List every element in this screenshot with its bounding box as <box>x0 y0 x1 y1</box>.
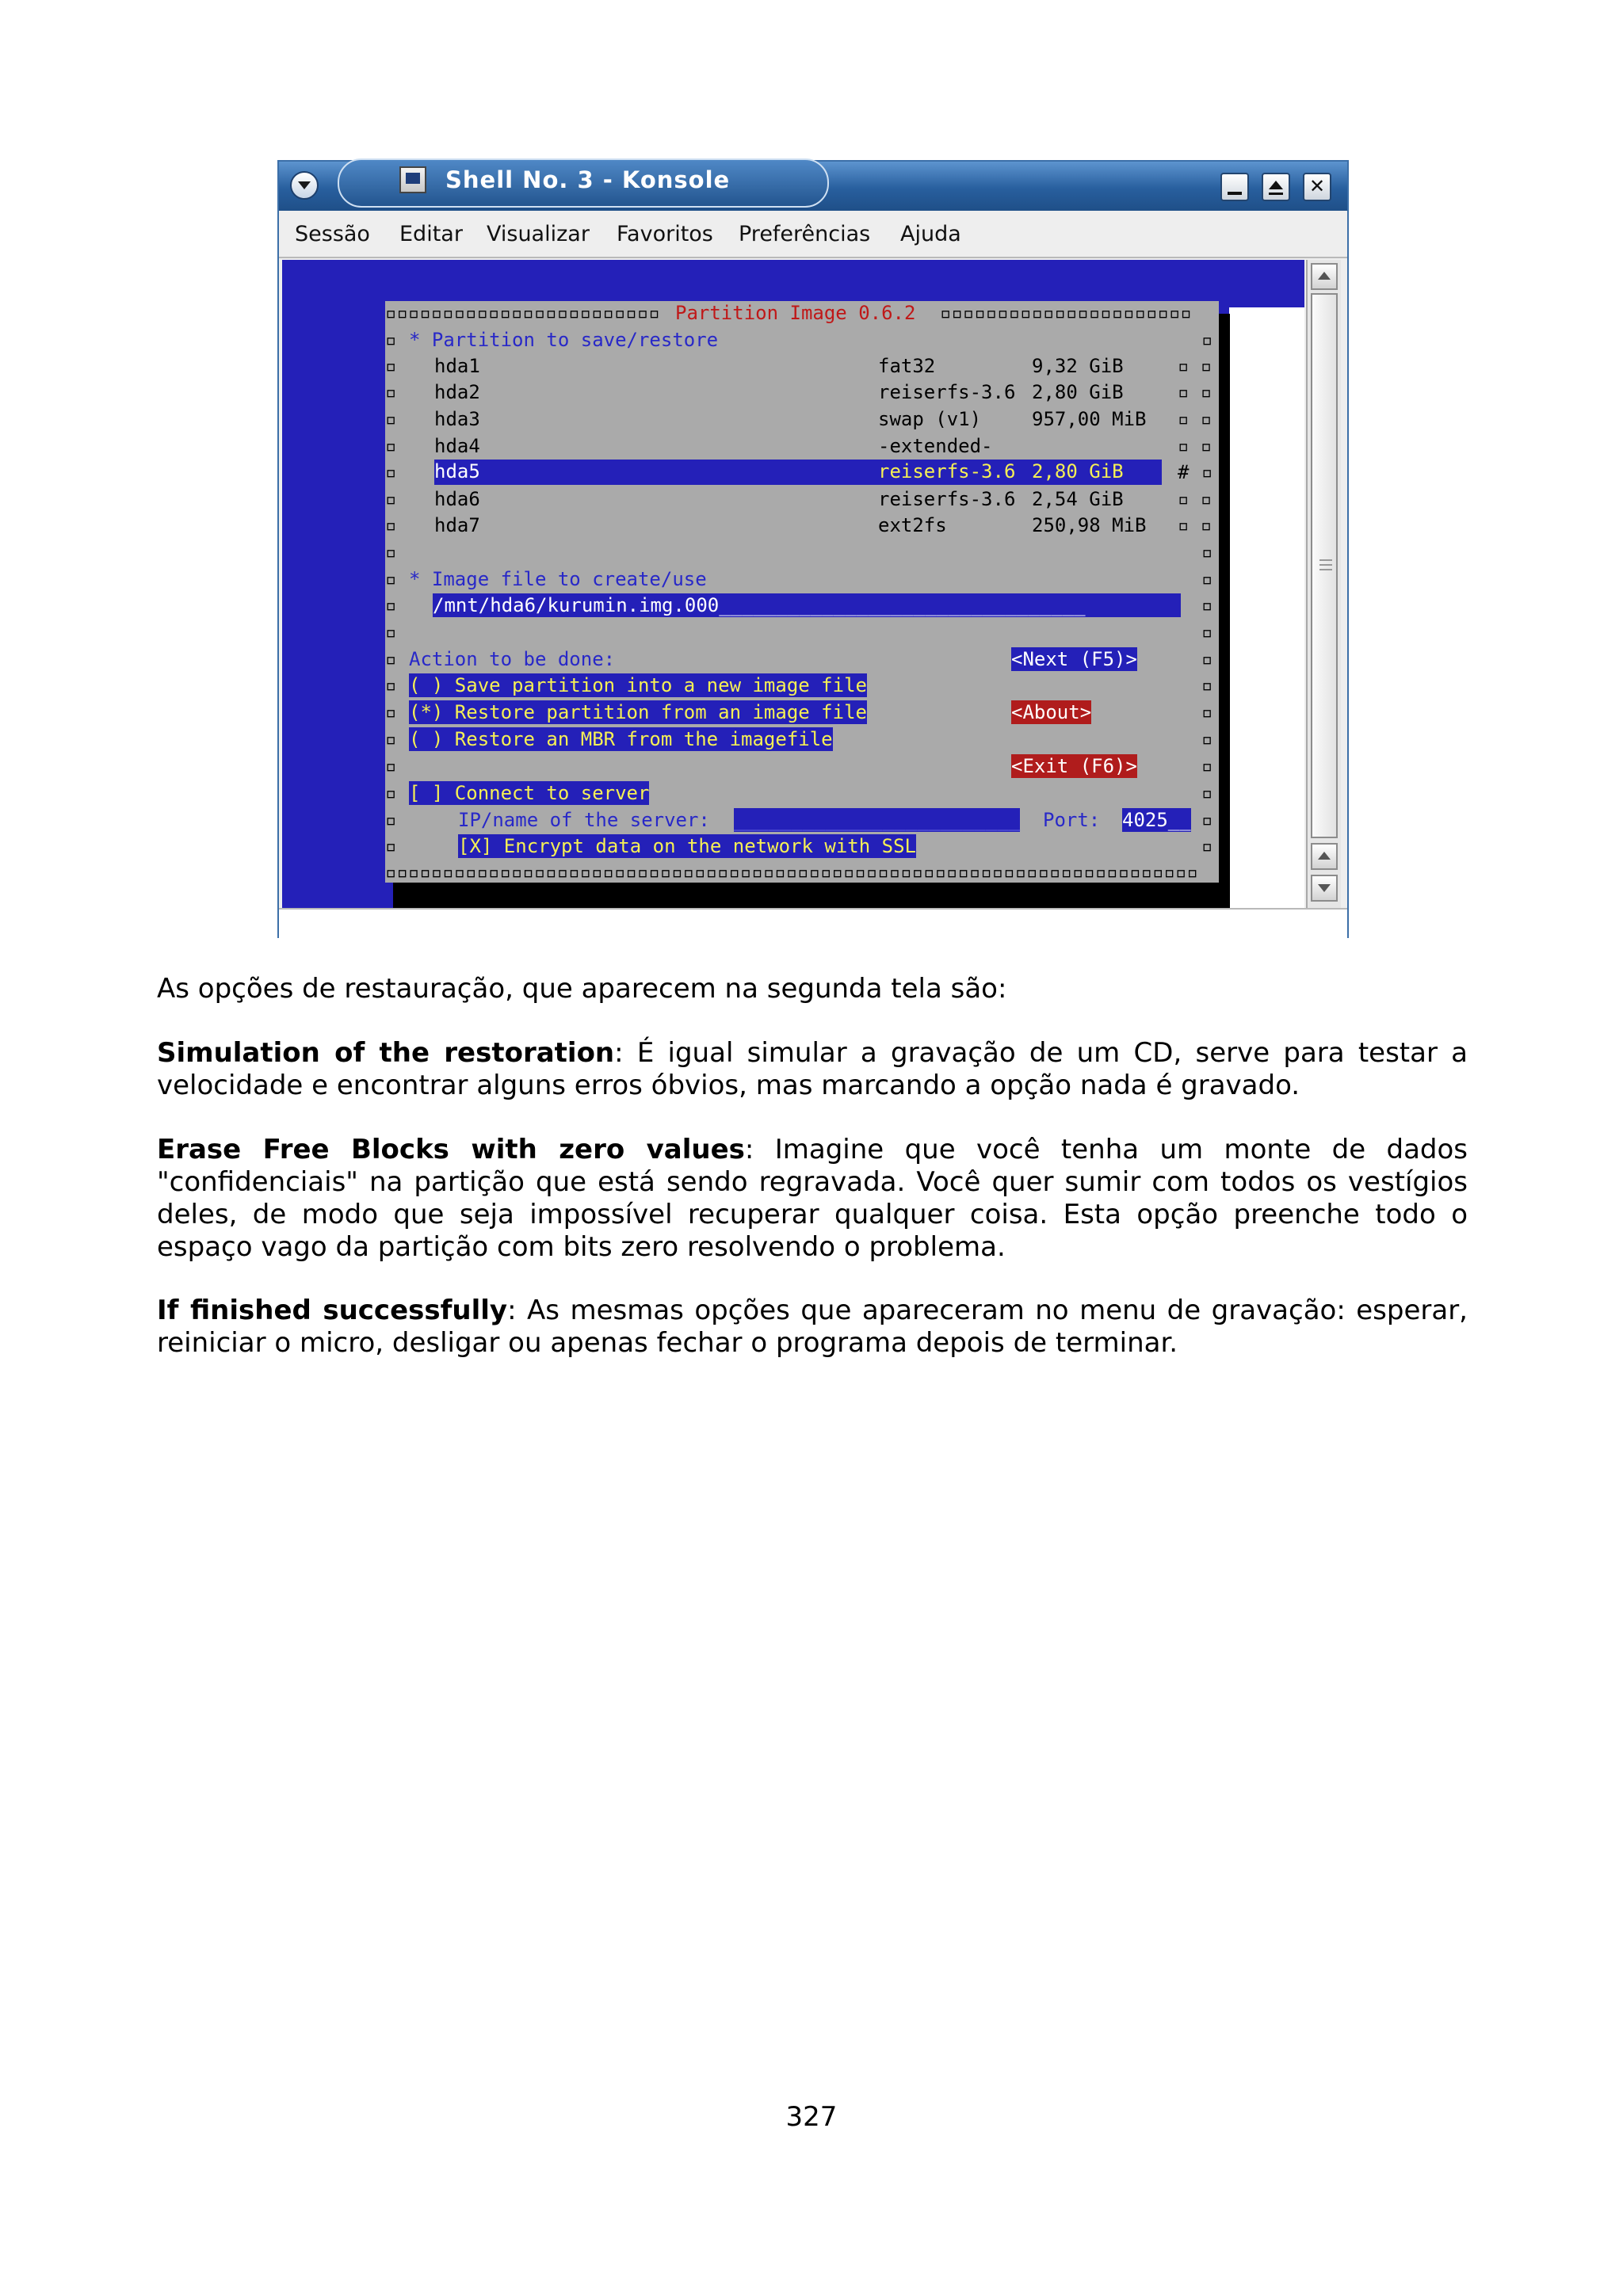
partition-size: 957,00 MiB <box>1032 408 1147 430</box>
scrollbar-thumb[interactable] <box>1311 293 1338 838</box>
partition-fs: reiserfs-3.6 <box>878 381 1016 403</box>
partition-header: * Partition to save/restore <box>409 329 719 351</box>
minimize-icon[interactable] <box>1220 173 1249 201</box>
partition-name: hda4 <box>434 435 480 457</box>
port-input[interactable]: 4025__ <box>1122 809 1191 831</box>
server-input[interactable]: _________________________ <box>734 809 1021 831</box>
scroll-down-icon[interactable] <box>1311 875 1338 902</box>
menu-ajuda[interactable]: Ajuda <box>900 222 961 246</box>
intro-paragraph: As opções de restauração, que aparecem na segunda tela são: <box>157 973 1007 1005</box>
action-save-radio[interactable]: ( ) Save partition into a new image file <box>409 674 867 696</box>
scroll-up-icon[interactable] <box>1311 843 1338 870</box>
close-icon[interactable]: ✕ <box>1303 173 1331 201</box>
body-erase: : Imagine que você tenha um monte de dados "confidenciais" na partição que está sendo regravada. Você quer sumir com todos os vestígios deles, de modo que seja impossível recuperar qualquer coisa. Esta opção preenche todo o espaço vago da partição com bits zero resolvendo o problema. <box>157 1134 1468 1263</box>
action-restore-radio[interactable]: (*) Restore partition from an image file <box>409 701 867 723</box>
action-mbr-radio[interactable]: ( ) Restore an MBR from the imagefile <box>409 728 833 750</box>
partition-name: hda7 <box>434 514 480 536</box>
title-pill <box>338 158 829 208</box>
dialog-bottom-border: ▫▫▫▫▫▫▫▫▫▫▫▫▫▫▫▫▫▫▫▫▫▫▫▫▫▫▫▫▫▫▫▫▫▫▫▫▫▫▫▫▫▫▫▫▫▫▫▫▫▫▫▫▫▫▫▫▫▫▫▫▫▫▫▫▫▫▫▫▫▫▫ <box>385 861 1198 883</box>
dialog-title: Partition Image 0.6.2 <box>675 302 916 324</box>
konsole-window <box>277 160 1349 938</box>
body-simulation: : É igual simular a gravação de um CD, serve para testar a velocidade e encontrar alguns erros óbvios, mas marcando a opção nada é gravado. <box>157 1037 1468 1101</box>
partition-row-selected[interactable] <box>434 460 1162 485</box>
action-header: Action to be done: <box>409 648 616 670</box>
partition-size: 250,98 MiB <box>1032 514 1147 536</box>
partition-name: hda2 <box>434 381 480 403</box>
partition-fs: reiserfs-3.6 <box>878 460 1016 482</box>
partition-name: hda1 <box>434 355 480 377</box>
dialog-top-border-left: ▫▫▫▫▫▫▫▫▫▫▫▫▫▫▫▫▫▫▫▫▫▫▫▫ <box>385 302 660 324</box>
partition-size: 9,32 GiB <box>1032 355 1124 377</box>
about-button[interactable]: <About> <box>1011 701 1092 723</box>
connect-server-checkbox[interactable]: [ ] Connect to server <box>409 782 650 804</box>
term-simulation: Simulation of the restoration <box>157 1037 615 1069</box>
dialog-top-border-right: ▫▫▫▫▫▫▫▫▫▫▫▫▫▫▫▫▫▫▫▫▫▫ <box>940 302 1192 324</box>
menu-sessao[interactable]: Sessão <box>295 222 370 246</box>
title-bar[interactable] <box>279 162 1347 211</box>
terminal-blank <box>1229 307 1304 908</box>
partition-fs: ext2fs <box>878 514 947 536</box>
image-path-input[interactable]: /mnt/hda6/kurumin.img.000________________________________ <box>433 593 1181 617</box>
body-finished: : As mesmas opções que apareceram no menu de gravação: esperar, reiniciar o micro, desligar ou apenas fechar o programa depois de terminar. <box>157 1295 1468 1359</box>
exit-button[interactable]: <Exit (F6)> <box>1011 755 1137 777</box>
terminal-fill <box>282 881 393 908</box>
maximize-icon[interactable] <box>1262 173 1290 201</box>
next-button[interactable]: <Next (F5)> <box>1011 648 1137 670</box>
paragraph-simulation <box>157 1037 1468 1102</box>
partition-fs: fat32 <box>878 355 936 377</box>
window-footer <box>279 908 1347 938</box>
partition-scroll-mark: # <box>1178 461 1190 483</box>
menu-bar <box>279 212 1347 258</box>
partition-name: hda6 <box>434 488 480 510</box>
dialog-shadow-bottom <box>393 881 1230 908</box>
page-number: 327 <box>785 2101 838 2133</box>
window-menu-icon[interactable] <box>290 171 319 200</box>
paragraph-finished <box>157 1295 1468 1360</box>
term-finished: If finished successfully <box>157 1295 508 1326</box>
dialog-shadow-right <box>1217 314 1230 908</box>
konsole-icon <box>399 166 426 193</box>
term-erase: Erase Free Blocks with zero values <box>157 1134 745 1165</box>
menu-editar[interactable]: Editar <box>399 222 463 246</box>
menu-favoritos[interactable]: Favoritos <box>617 222 713 246</box>
server-label: IP/name of the server: <box>458 809 710 831</box>
port-label: Port: <box>1043 809 1101 831</box>
partition-fs: reiserfs-3.6 <box>878 488 1016 510</box>
partition-name: hda5 <box>434 460 480 482</box>
image-header: * Image file to create/use <box>409 568 707 590</box>
menu-visualizar[interactable]: Visualizar <box>487 222 590 246</box>
paragraph-erase <box>157 1134 1468 1264</box>
partition-size: 2,80 GiB <box>1032 460 1124 482</box>
partition-name: hda3 <box>434 408 480 430</box>
scroll-up-icon[interactable] <box>1311 263 1338 290</box>
ssl-checkbox[interactable]: [X] Encrypt data on the network with SSL <box>458 835 916 857</box>
partition-size: 2,80 GiB <box>1032 381 1124 403</box>
vertical-scrollbar[interactable] <box>1306 260 1341 908</box>
partition-size: 2,54 GiB <box>1032 488 1124 510</box>
partition-fs: -extended- <box>878 435 993 457</box>
terminal-area[interactable] <box>282 260 1304 908</box>
window-title: Shell No. 3 - Konsole <box>445 166 731 193</box>
partimage-dialog: ▫▫▫▫▫▫▫▫▫▫▫▫▫▫▫▫▫▫▫▫▫▫▫▫ Partition Image 0.6.2 ▫▫▫▫▫▫▫▫▫▫▫▫▫▫▫▫▫▫▫▫▫▫ * Partition to save/restore hda1 fat32 9,32 GiB hda2 reiserfs-3.6 2,80 GiB hda3 swap (v1) 957,00 MiB hda4 -extended- hda5 reiserfs-3.6 2,80 GiB # hda6 reiserfs-3.6 2,54 GiB hda7 ext2fs 250,98 MiB * Image file to create/use /mnt/hda6/kurumin.img.000________________________________ Action to be done: <Next (F5)> ( ) Save partition into a new image file (*) Restore partition from an image file <About> ( ) Restore an MBR from the imagefile <Exit (F6)> [ ] Connect to server IP/name of the server: _________________________ Port: 4025__ [X] Encrypt data on the network with SSL ▫▫▫▫▫▫▫▫▫▫▫▫▫▫▫▫▫▫▫▫▫▫▫▫▫▫▫▫▫▫▫▫▫▫▫▫▫▫▫▫▫▫▫▫▫▫▫▫▫▫▫▫▫▫▫▫▫▫▫▫▫▫▫▫▫▫▫▫▫▫▫ ▫ ▫ ▫ ▫ ▫ ▫ ▫ ▫ ▫ ▫ ▫ ▫ ▫ ▫ ▫ ▫ ▫ ▫ ▫ ▫ ▫ ▫ ▫ ▫ ▫ ▫ ▫ ▫ ▫ ▫ ▫ ▫ ▫ ▫ ▫ ▫ ▫ ▫ ▫ ▫ ▫ ▫ ▫ ▫ ▫ ▫ <box>385 301 1219 883</box>
menu-preferencias[interactable]: Preferências <box>739 222 871 246</box>
partition-fs: swap (v1) <box>878 408 982 430</box>
